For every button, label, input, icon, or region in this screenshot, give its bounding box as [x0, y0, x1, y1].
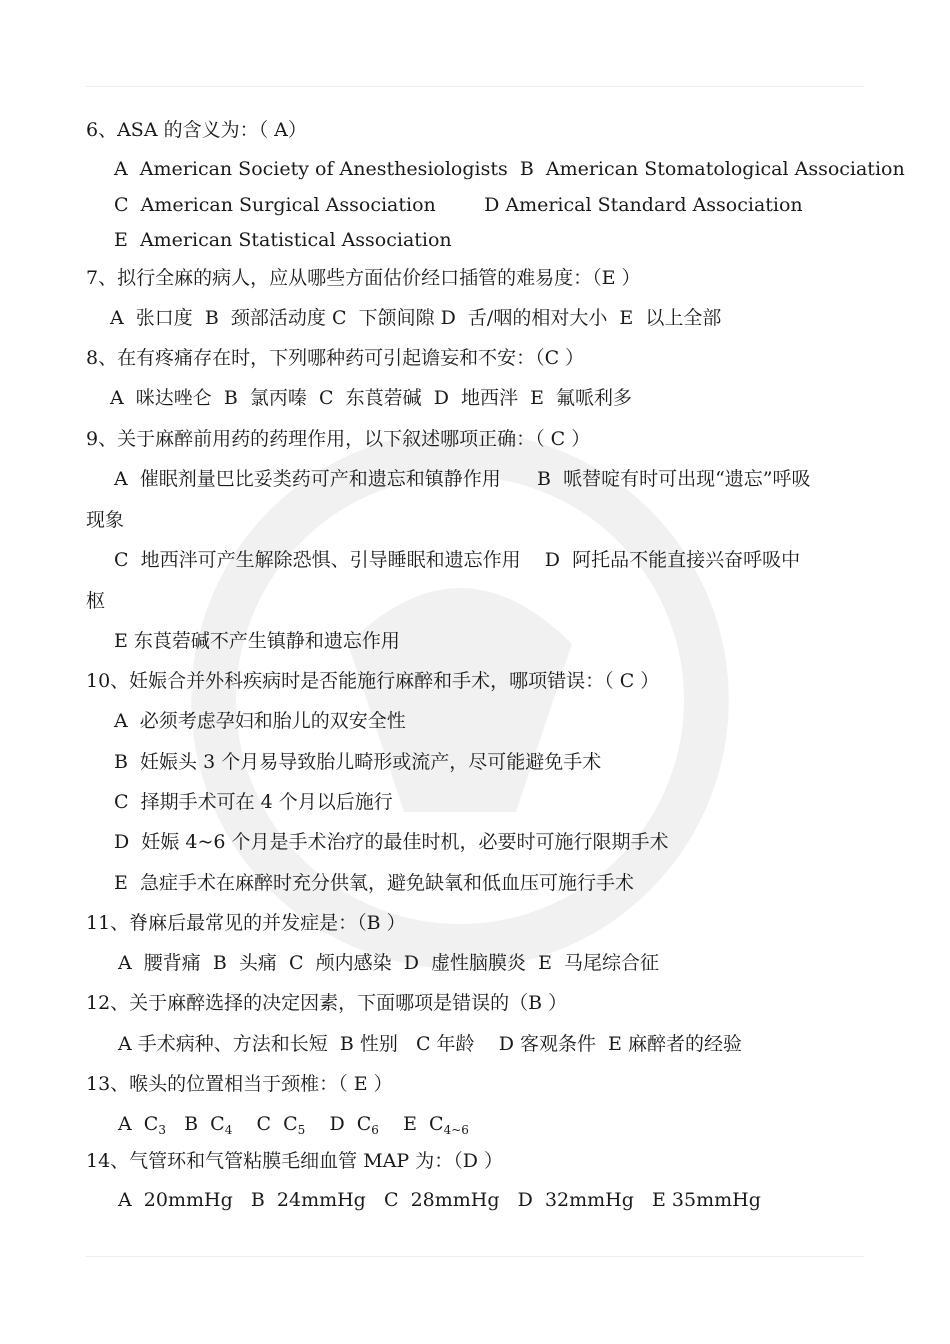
- q9-option-line-5: E 东莨菪碱不产生镇静和遗忘作用: [114, 630, 400, 652]
- question-14: 14、气管环和气管粘膜毛细血管 MAP 为：（D ）: [86, 1150, 503, 1172]
- question-10: 10、妊娠合并外科疾病时是否能施行麻醉和手术，哪项错误：（ C ）: [86, 670, 660, 692]
- q9-option-line-1: A 催眠剂量巴比妥类药可产和遗忘和镇静作用 B 哌替啶有时可出现“遗忘”呼吸: [114, 468, 811, 490]
- q10-option-c: C 择期手术可在 4 个月以后施行: [114, 791, 393, 813]
- question-12: 12、关于麻醉选择的决定因素，下面哪项是错误的（B ）: [86, 992, 568, 1014]
- q7-options: A 张口度 B 颈部活动度 C 下颌间隙 D 舌/咽的相对大小 E 以上全部: [110, 307, 722, 329]
- q13-option-b-sub: 4: [224, 1123, 233, 1137]
- q10-option-b: B 妊娠头 3 个月易导致胎儿畸形或流产，尽可能避免手术: [114, 751, 602, 773]
- question-7: 7、拟行全麻的病人，应从哪些方面估价经口插管的难易度：（E ）: [86, 267, 641, 289]
- q10-option-d: D 妊娠 4~6 个月是手术治疗的最佳时机，必要时可施行限期手术: [114, 831, 669, 853]
- q14-options: A 20mmHg B 24mmHg C 28mmHg D 32mmHg E 35mmHg: [118, 1189, 761, 1211]
- q13-options: [118, 1112, 469, 1136]
- q13-option-b-label: B C: [165, 1113, 225, 1135]
- watermark-logo: [180, 420, 740, 980]
- q10-option-a: A 必须考虑孕妇和胎儿的双安全性: [114, 710, 406, 732]
- q6-option-line-3: E American Statistical Association: [114, 229, 452, 251]
- header-rule: [86, 86, 864, 87]
- q13-option-e-label: E C: [378, 1113, 444, 1135]
- q10-option-e: E 急症手术在麻醉时充分供氧，避免缺氧和低血压可施行手术: [114, 872, 634, 894]
- question-9: 9、关于麻醉前用药的药理作用，以下叙述哪项正确：（ C ）: [86, 428, 591, 450]
- q13-option-e-sub: 4~6: [443, 1123, 469, 1137]
- question-8: 8、在有疼痛存在时，下列哪种药可引起谵妄和不安：（C ）: [86, 347, 585, 369]
- q12-options: A 手术病种、方法和长短 B 性别 C 年龄 D 客观条件 E 麻醉者的经验: [118, 1033, 742, 1055]
- footer-rule: [86, 1256, 864, 1257]
- q13-option-a-label: A C: [118, 1113, 159, 1135]
- q9-option-line-2: 现象: [86, 509, 125, 531]
- q6-option-line-1: A American Society of Anesthesiologists B American Stomatological Association: [114, 158, 905, 180]
- q9-option-line-3: C 地西泮可产生解除恐惧、引导睡眠和遗忘作用 D 阿托品不能直接兴奋呼吸中: [114, 549, 801, 571]
- q9-option-line-4: 枢: [86, 590, 106, 612]
- q13-option-d-label: D C: [305, 1113, 372, 1135]
- question-13: 13、喉头的位置相当于颈椎：（ E ）: [86, 1073, 393, 1095]
- question-6: 6、ASA 的含义为：（ A）: [86, 119, 307, 141]
- q13-option-c-sub: 5: [297, 1123, 306, 1137]
- q13-option-d-sub: 6: [371, 1123, 379, 1137]
- question-11: 11、脊麻后最常见的并发症是：（B ）: [86, 912, 406, 934]
- q6-option-line-2: C American Surgical Association D Americal Standard Association: [114, 194, 803, 216]
- q13-option-c-label: C C: [232, 1113, 298, 1135]
- q8-options: A 咪达唑仑 B 氯丙嗪 C 东莨菪碱 D 地西泮 E 氟哌利多: [110, 387, 633, 409]
- q11-options: A 腰背痛 B 头痛 C 颅内感染 D 虚性脑膜炎 E 马尾综合征: [118, 952, 660, 974]
- q13-option-a-sub: 3: [158, 1123, 166, 1137]
